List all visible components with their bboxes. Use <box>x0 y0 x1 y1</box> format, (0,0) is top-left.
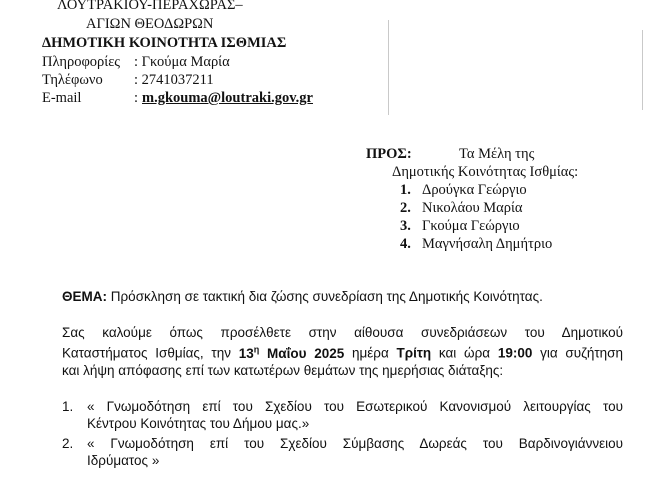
scan-artifact-line <box>642 30 643 110</box>
subject-line <box>62 289 543 304</box>
body-text: ημέρα <box>344 345 397 361</box>
subject-text: Πρόσκληση σε τακτική δια ζώσης συνεδρίαση της Δημοτικής Κοινότητας. <box>107 289 543 304</box>
contact-phone-value: : 2741037211 <box>134 72 214 88</box>
contact-email-link[interactable]: m.gkouma@loutraki.gov.gr <box>142 90 313 106</box>
pros-label: ΠΡΟΣ: <box>366 146 412 162</box>
contact-phone-label: Τηλέφωνο <box>42 72 103 88</box>
agenda-item-line1: « Γνωμοδότηση επί του Σχεδίου Σύμβασης Δωρεάς του Βαρδινογιάννειου <box>87 436 623 451</box>
header-municipality-line1: ΛΟΥΤΡΑΚΙΟΥ-ΠΕΡΑΧΩΡΑΣ– <box>57 0 243 13</box>
member-number: 3. <box>400 218 411 234</box>
recipients-line2: Δημοτικής Κοινότητας Ισθμίας: <box>392 164 579 180</box>
member-name: Νικολάου Μαρία <box>422 200 523 216</box>
meeting-month-year: Μαΐου 2025 <box>259 345 345 361</box>
meeting-date <box>239 346 344 361</box>
body-line-1: Σας καλούμε όπως προσέλθετε στην αίθουσα συνεδριάσεων του Δημοτικού <box>62 325 623 340</box>
scan-artifact-line <box>388 20 389 115</box>
member-item <box>400 182 527 199</box>
member-number: 1. <box>400 182 411 198</box>
body-text: Καταστήματος Ισθμίας, την <box>62 345 239 361</box>
header-community: ΔΗΜΟΤΙΚΗ ΚΟΙΝΟΤΗΤΑ ΙΣΘΜΙΑΣ <box>42 35 287 51</box>
agenda-number: 2. <box>62 436 74 451</box>
member-number: 4. <box>400 236 411 252</box>
member-name: Δρούγκα Γεώργιο <box>422 182 527 198</box>
subject-label: ΘΕΜΑ: <box>62 289 107 304</box>
member-name: Μαγνήσαλη Δημήτριο <box>422 236 553 252</box>
member-item <box>400 236 552 253</box>
recipients-line1: Τα Μέλη της <box>459 146 535 162</box>
agenda-item-line1: « Γνωμοδότηση επί του Σχεδίου του Εσωτερικού Κανονισμού λειτουργίας του <box>87 399 623 414</box>
meeting-weekday: Τρίτη <box>396 345 432 361</box>
body-line-2 <box>62 344 623 361</box>
contact-info-value: : Γκούμα Μαρία <box>134 54 230 70</box>
body-line-3: και λήψη απόφασης επί των κατωτέρων θεμάτων της ημερήσιας διάταξης: <box>62 363 504 378</box>
header-municipality-line2: ΑΓΙΩΝ ΘΕΟΔΩΡΩΝ <box>86 16 214 32</box>
meeting-day: 13 <box>238 345 254 361</box>
meeting-time: 19:00 <box>497 345 533 361</box>
contact-info-label: Πληροφορίες <box>42 54 121 70</box>
agenda-item-line2: Κέντρου Κοινότητας του Δήμου μας.» <box>87 416 310 431</box>
member-item <box>400 218 520 235</box>
body-text: και ώρα <box>431 345 498 361</box>
contact-email-label: E-mail <box>42 90 82 106</box>
agenda-number: 1. <box>62 399 74 414</box>
member-item <box>400 200 523 217</box>
body-text: για συζήτηση <box>532 345 624 361</box>
contact-email-colon: : <box>134 90 139 106</box>
member-name: Γκούμα Γεώργιο <box>422 218 520 234</box>
meeting-day-suffix: η <box>253 344 260 354</box>
agenda-item-line2: Ιδρύματος » <box>87 453 160 468</box>
member-number: 2. <box>400 200 411 216</box>
